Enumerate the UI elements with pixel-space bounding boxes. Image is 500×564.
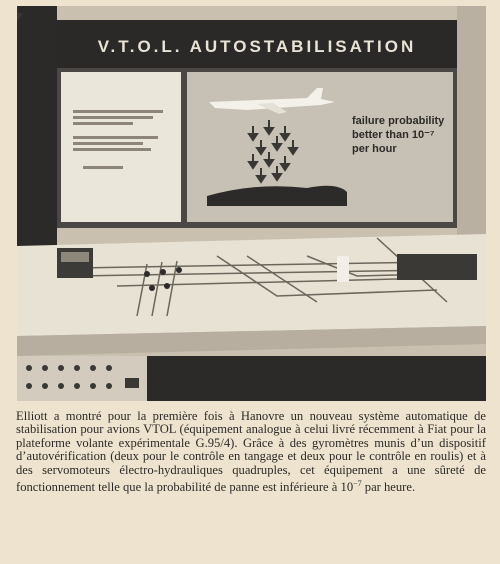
- component-block-2: [337, 256, 349, 282]
- photo-caption: [16, 410, 486, 495]
- failure-line-2: better than 10⁻⁷: [352, 129, 435, 141]
- probability-exponent: −7: [353, 479, 362, 489]
- component-block-3: [397, 254, 477, 280]
- caption-text: Elliott a montré pour la première fois à Hanovre un nouveau système automatique de stabilisation pour avions VTOL (équipement analogue à celui livré récemment à Fiat pour la plateforme volante expérimentale G.95/4). Grâce à des gyromètres munis d’un dispositif d’autovérification (deux pour le contrôle en tangage et deux pour le contrôle en roulis) et à des servomoteurs électro-hydrauliques quadruples, cet équipement a une sûreté de fonctionnement telle que la probabilité de panne est inférieure à: [16, 409, 486, 495]
- failure-line-1: failure probability: [352, 115, 445, 127]
- exhibit-photo: [17, 6, 486, 401]
- failure-line-3: per hour: [352, 143, 397, 155]
- banner-title: V.T.O.L. AUTOSTABILISATION: [97, 37, 417, 56]
- exhibit-illustration: [17, 6, 486, 401]
- probability-base: 10: [340, 480, 354, 495]
- left-text-panel: [61, 72, 181, 222]
- caption-suffix: par heure.: [361, 480, 416, 495]
